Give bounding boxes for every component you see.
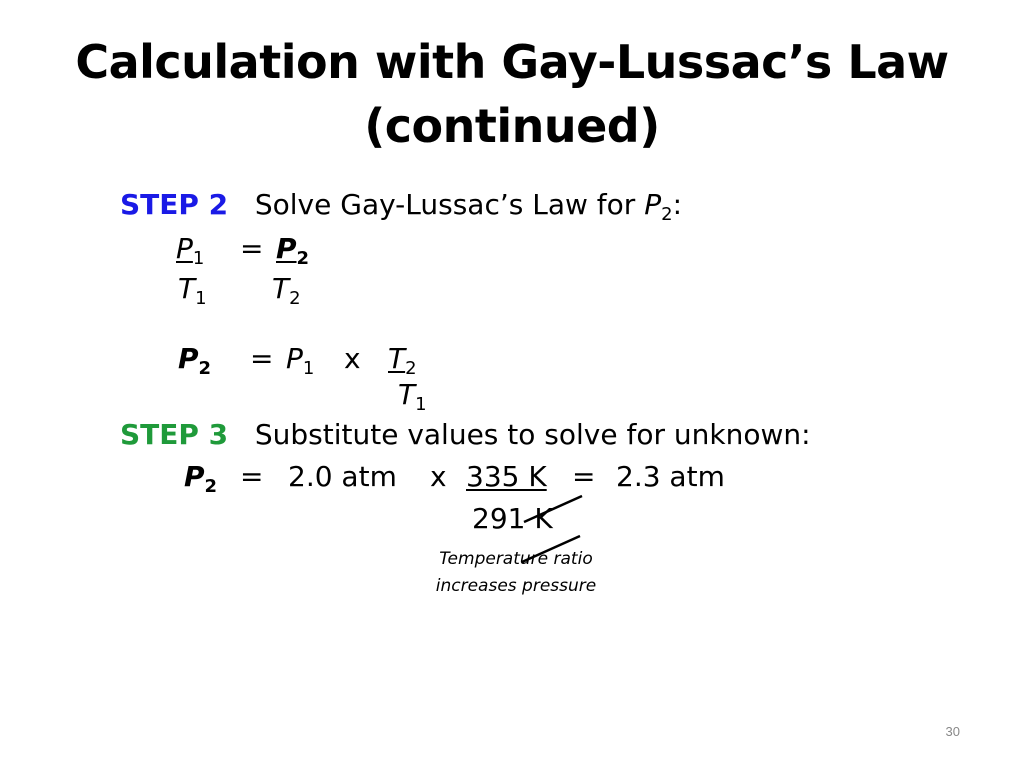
- eq3-p1-value: 2.0 atm: [288, 460, 397, 493]
- annotation-note: [416, 546, 616, 600]
- note-line-1: Temperature ratio: [439, 549, 593, 569]
- eq3-times: x: [430, 460, 447, 493]
- cancel-stroke-numerator: [524, 496, 582, 522]
- eq2-p1: $P_1$: [286, 342, 315, 379]
- eq2-t2: $T_2$: [388, 342, 417, 379]
- eq3-result: 2.3 atm: [616, 460, 725, 493]
- step2-colon: :: [672, 188, 682, 221]
- eq1-t2: $T_2$: [272, 272, 301, 309]
- step3-label: STEP 3: [120, 418, 229, 451]
- step2-var-sub: 2: [661, 204, 673, 225]
- eq2-t1: $T_1$: [398, 378, 427, 415]
- eq3-lhs: $P_2$: [184, 460, 218, 497]
- eq3-equals-2: =: [572, 460, 596, 493]
- eq3-numerator: 335 K: [466, 460, 547, 493]
- title-line-1: Calculation with Gay-Lussac’s Law: [75, 35, 949, 89]
- step2-text: Solve Gay-Lussac’s Law for: [254, 188, 645, 221]
- page-number: 30: [945, 724, 960, 739]
- eq2-times: x: [344, 342, 361, 375]
- eq3-denominator: 291 K: [472, 502, 553, 535]
- eq3-equals: =: [240, 460, 264, 493]
- step3-text: Substitute values to solve for unknown:: [254, 418, 811, 451]
- eq1-p1: $P_1$: [176, 232, 205, 269]
- note-line-2: increases pressure: [435, 576, 597, 596]
- title-line-2: (continued): [364, 99, 660, 153]
- step2-label: STEP 2: [120, 188, 229, 221]
- eq1-equals: =: [240, 232, 264, 265]
- eq1-t1: $T_1$: [178, 272, 207, 309]
- eq2-equals: =: [250, 342, 274, 375]
- step2-var: P: [644, 188, 662, 221]
- eq2-lhs: $P_2$: [178, 342, 212, 379]
- eq1-p2: $P_2$: [276, 232, 310, 269]
